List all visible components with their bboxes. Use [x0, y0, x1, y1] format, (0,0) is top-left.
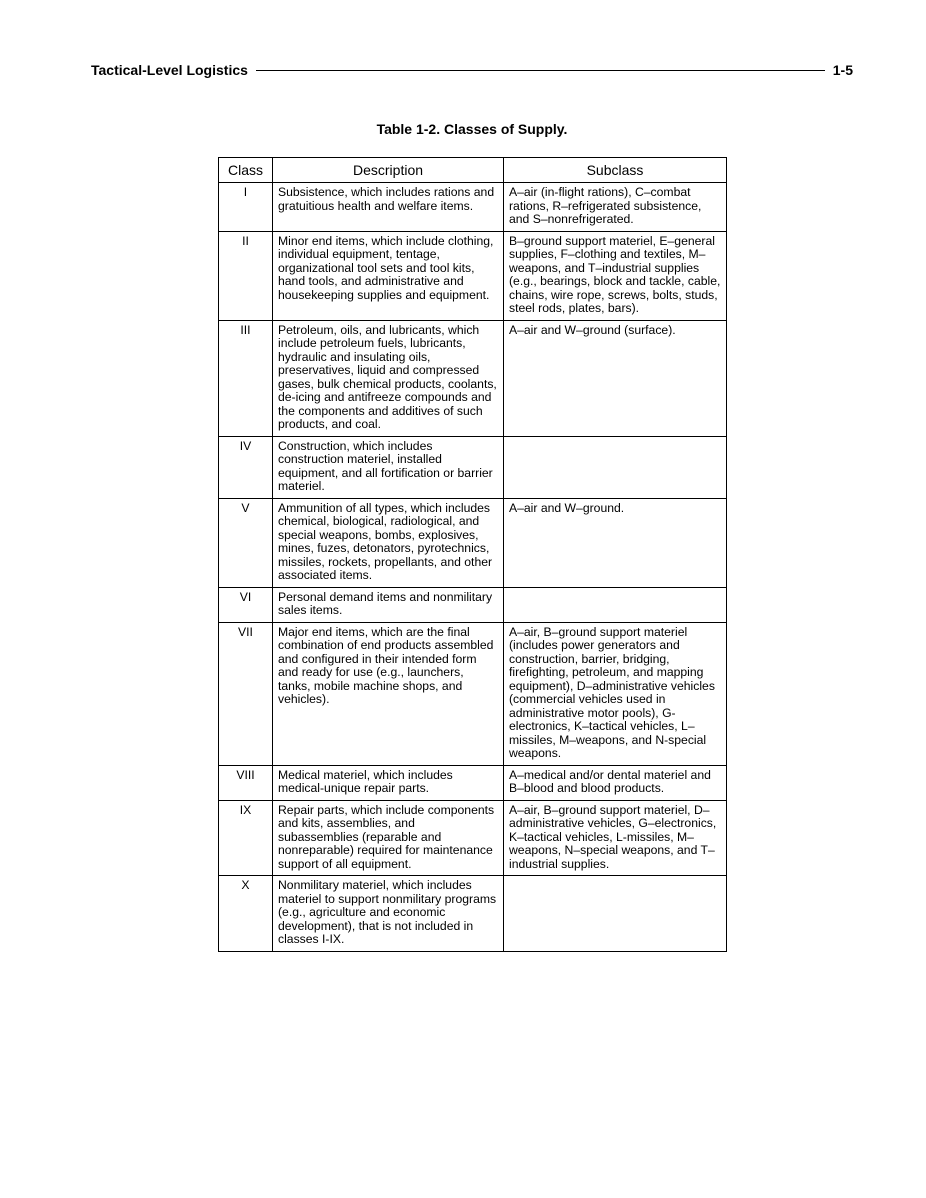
table-row: [219, 765, 727, 800]
description-cell: Ammunition of all types, which includes chemical, biological, radiological, and special weapons, bombs, explosives, mines, fuzes, detonators, pyrotechnics, missiles, rockets, propellants, and other associated items.: [273, 498, 504, 587]
class-cell: II: [219, 231, 273, 320]
class-cell: IX: [219, 800, 273, 876]
subclass-cell: A–air and W–ground (surface).: [504, 320, 727, 436]
header-rule: [256, 70, 825, 71]
subclass-cell: [504, 587, 727, 622]
running-header: [91, 60, 853, 80]
class-cell: VI: [219, 587, 273, 622]
column-header-subclass: Subclass: [504, 158, 727, 183]
description-cell: Subsistence, which includes rations and gratuitious health and welfare items.: [273, 183, 504, 232]
table-row: [219, 800, 727, 876]
class-cell: III: [219, 320, 273, 436]
page-number: 1-5: [832, 62, 853, 78]
table-title: Table 1-2. Classes of Supply.: [376, 121, 568, 137]
table-row: [219, 498, 727, 587]
subclass-cell: A–air and W–ground.: [504, 498, 727, 587]
subclass-cell: B–ground support materiel, E–general supplies, F–clothing and textiles, M–weapons, and T–industrial supplies (e.g., bearings, block and tackle, cable, chains, wire rope, screws, bolts, studs, steel rods, plates, bars).: [504, 231, 727, 320]
description-cell: Personal demand items and nonmilitary sales items.: [273, 587, 504, 622]
description-cell: Medical materiel, which includes medical-unique repair parts.: [273, 765, 504, 800]
table-row: [219, 436, 727, 498]
table-row: [219, 622, 727, 765]
subclass-cell: A–air, B–ground support materiel, D–administrative vehicles, G–electronics, K–tactical vehicles, L-missiles, M–weapons, N–special weapons, and T–industrial supplies.: [504, 800, 727, 876]
table-row: [219, 320, 727, 436]
description-cell: Repair parts, which include components and kits, assemblies, and subassemblies (reparable and nonreparable) required for maintenance support of all equipment.: [273, 800, 504, 876]
description-cell: Major end items, which are the final combination of end products assembled and configured in their intended form and ready for use (e.g., launchers, tanks, mobile machine shops, and vehicles).: [273, 622, 504, 765]
classes-of-supply-table: [218, 157, 727, 952]
class-cell: VIII: [219, 765, 273, 800]
table-row: [219, 876, 727, 952]
table-header-row: [219, 158, 727, 183]
running-header-title: Tactical-Level Logistics: [91, 62, 248, 78]
class-cell: V: [219, 498, 273, 587]
subclass-cell: [504, 876, 727, 952]
table-row: [219, 587, 727, 622]
description-cell: Nonmilitary materiel, which includes materiel to support nonmilitary programs (e.g., agriculture and economic development), that is not included in classes I-IX.: [273, 876, 504, 952]
description-cell: Minor end items, which include clothing, individual equipment, tentage, organizational tool sets and tool kits, hand tools, and administrative and housekeeping supplies and equipment.: [273, 231, 504, 320]
class-cell: X: [219, 876, 273, 952]
subclass-cell: A–air, B–ground support materiel (includes power generators and construction, barrier, bridging, firefighting, petroleum, and mapping equipment), D–administrative vehicles (commercial vehicles used in administrative motor pools), G-electronics, K–tactical vehicles, L–missiles, M–weapons, and N-special weapons.: [504, 622, 727, 765]
subclass-cell: [504, 436, 727, 498]
column-header-description: Description: [273, 158, 504, 183]
subclass-cell: A–medical and/or dental materiel and B–blood and blood products.: [504, 765, 727, 800]
description-cell: Petroleum, oils, and lubricants, which include petroleum fuels, lubricants, hydraulic and insulating oils, preservatives, liquid and compressed gases, bulk chemical products, coolants, de-icing and antifreeze compounds and the components and additives of such products, and coal.: [273, 320, 504, 436]
subclass-cell: A–air (in-flight rations), C–combat rations, R–refrigerated subsistence, and S–nonrefrigerated.: [504, 183, 727, 232]
column-header-class: Class: [219, 158, 273, 183]
table-row: [219, 231, 727, 320]
class-cell: IV: [219, 436, 273, 498]
class-cell: VII: [219, 622, 273, 765]
description-cell: Construction, which includes construction materiel, installed equipment, and all fortification or barrier materiel.: [273, 436, 504, 498]
table-row: [219, 183, 727, 232]
class-cell: I: [219, 183, 273, 232]
